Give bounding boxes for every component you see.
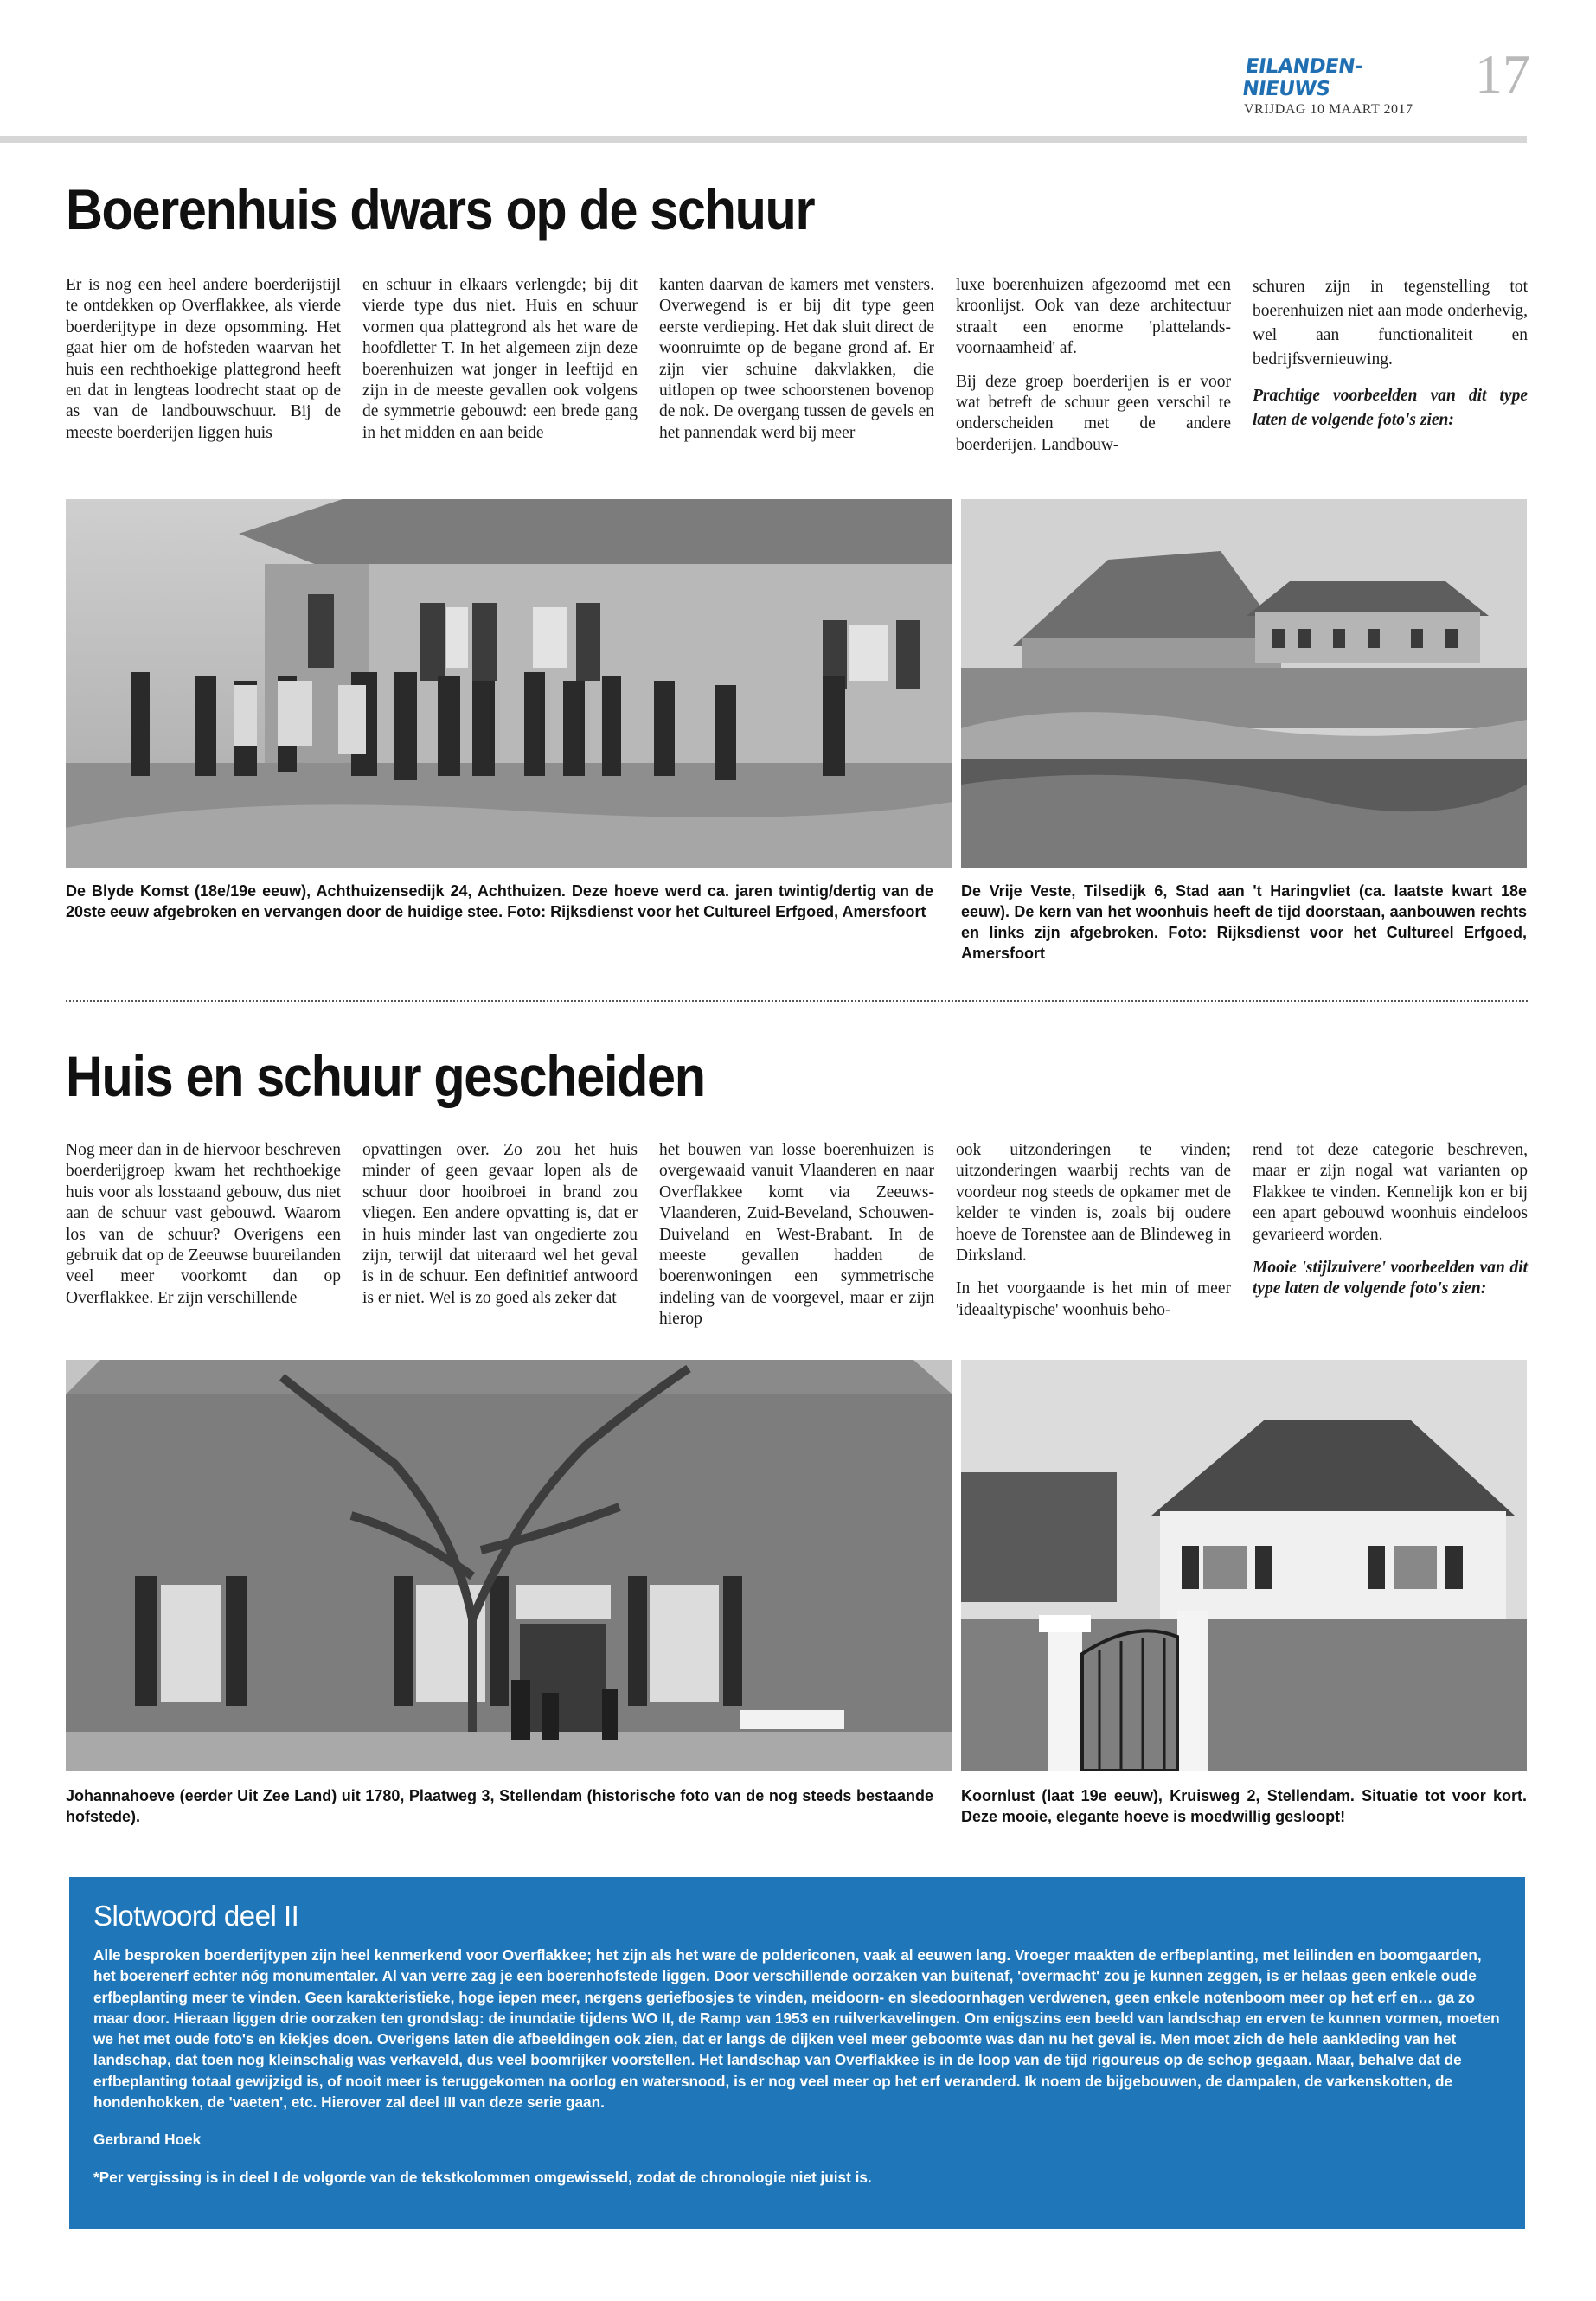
section1-headline: Boerenhuis dwars op de schuur <box>66 177 815 241</box>
paragraph: ook uitzonderingen te vinden; uitzonderingen waarbij rechts van de voordeur nog steeds de opkamer met de kelder te vinden is, zoals bij oudere hoeve de Torenstee aan de Blindeweg in Dirksland. <box>956 1141 1231 1266</box>
photo-blyde-komst <box>66 499 952 868</box>
paragraph: het bouwen van losse boerenhuizen is overgewaaid vanuit Vlaanderen en naar Overflakkee komt via Zeeuws-Vlaanderen, Zuid-Beveland, Schouwen-Duiveland en West-Brabant. In de meeste gevallen hadden de boerenwoningen een symmetrische indeling van de voorgevel, maar er zijn hierop <box>659 1141 934 1329</box>
paragraph: In het voorgaande is het min of meer 'ideaaltypische' woonhuis beho- <box>956 1279 1231 1319</box>
masthead <box>1240 55 1443 118</box>
historic-house-photo <box>66 1360 952 1771</box>
brand-logo: EILANDEN-NIEUWS <box>1240 55 1364 100</box>
farm-landscape-photo <box>961 499 1527 868</box>
paragraph: en schuur in elkaars verlengde; bij dit vierde type dus niet. Huis en schuur vormen qua plattegrond als het ware de hoofdletter T. In het algemeen zijn deze boerenhuizen wat jonger in leeftijd en zijn in de meeste gevallen ook volgens de symmetrie gebouwd: een brede gang in het midden en aan beide <box>362 276 638 442</box>
paragraph: luxe boerenhuizen afgezoomd met een kroonlijst. Ook van deze architectuur straalt een enorme 'plattelands-voornaamheid' af. <box>956 276 1231 358</box>
photo-lead: Mooie 'stijlzuivere' voorbeelden van dit type laten de volgende foto's zien: <box>1253 1259 1528 1298</box>
article-column <box>66 1140 341 1330</box>
page-number: 17 <box>1475 43 1530 105</box>
white-villa-photo <box>961 1360 1527 1771</box>
paragraph: schuren zijn in tegenstelling tot boerenhuizen niet aan mode onderhevig, wel aan functionaliteit en bedrijfsvernieuwing. <box>1253 278 1528 369</box>
author-name: Gerbrand Hoek <box>93 2131 202 2149</box>
article-column <box>66 275 341 456</box>
article-column <box>659 275 934 456</box>
footnote: *Per vergissing is in deel I de volgorde van de tekstkolommen omgewisseld, zodat de chronologie niet juist is. <box>93 2168 872 2186</box>
paragraph: rend tot deze categorie beschreven, maar er zijn nogal wat varianten op Flakkee te vinden. Kennelijk kon er bij een apart gebouwd woonhuis eindeloos gevarieerd worden. <box>1253 1141 1528 1244</box>
slotwoord-title: Slotwoord deel II <box>93 1900 299 1932</box>
paragraph: Nog meer dan in de hiervoor beschreven boerderijgroep kwam het rechthoekige huis voor als losstaand gebouw, dus niet aan de schuur vast gebouwd. Waarom los van de schuur? Overigens een gebruik dat op de Zeeuwse buureilanden veel meer voorkomt dan op Overflakkee. Er zijn verschillende <box>66 1141 341 1307</box>
article-column <box>362 1140 638 1330</box>
slotwoord-box <box>69 1877 1525 2229</box>
photo-caption: De Blyde Komst (18e/19e eeuw), Achthuizensedijk 24, Achthuizen. Deze hoeve werd ca. jaren twintig/dertig van de 20ste eeuw afgebroken en vervangen door de huidige stee. Foto: Rijksdienst voor het Cultureel Erfgoed, Amersfoort <box>66 882 933 920</box>
section-divider <box>66 1000 1528 1002</box>
section2-columns <box>66 1140 1528 1330</box>
section1-columns <box>66 275 1528 456</box>
photo-caption: Koornlust (laat 19e eeuw), Kruisweg 2, Stellendam. Situatie tot voor kort. Deze mooie, elegante hoeve is moedwillig gesloopt! <box>961 1787 1527 1825</box>
paragraph: kanten daarvan de kamers met vensters. Overwegend is er bij dit type geen eerste verdieping. Het dak sluit direct de woonruimte op de begane grond af. Er zijn vier schuine dakvlakken, die uitlopen op twee schoorstenen bovenop de nok. De overgang tussen de gevels en het pannendak werd bij meer <box>659 276 934 442</box>
farmhouse-group-photo <box>66 499 952 868</box>
issue-date: VRIJDAG 10 MAART 2017 <box>1244 102 1413 117</box>
photo-vrije-veste <box>961 499 1527 868</box>
article-column <box>362 275 638 456</box>
article-column <box>659 1140 934 1330</box>
article-column <box>956 275 1231 456</box>
photo-johannahoeve <box>66 1360 952 1771</box>
article-column <box>1253 1140 1528 1330</box>
photo-koornlust <box>961 1360 1527 1771</box>
article-column <box>956 1140 1231 1330</box>
section2-headline: Huis en schuur gescheiden <box>66 1044 705 1108</box>
photo-caption: De Vrije Veste, Tilsedijk 6, Stad aan 't Haringvliet (ca. laatste kwart 18e eeuw). De kern van het woonhuis heeft de tijd doorstaan, aanbouwen rechts en links zijn afgebroken. Foto: Rijksdienst voor het Cultureel Erfgoed, Amersfoort <box>961 882 1527 962</box>
slotwoord-body: Alle besproken boerderijtypen zijn heel kenmerkend voor Overflakkee; het zijn als het ware de poldericonen, vaak al eeuwen lang. Vroeger maakten de erfbeplanting, met leilinden en boomgaarden, het boerenerf echter nóg monumentaler. Al van verre zag je een boerenhofstede liggen. Door verschillende oorzaken van buitenaf, 'overmacht' zou je kunnen zeggen, is er helaas geen enkele oude erfbeplanting meer te vinden. Geen karakteristieke, hoge iepen meer, nergens geriefbosjes te vinden, meidoorn- en sleedoornhagen verdwenen, geen enkele notenboom meer op het erf en… ga zo maar door. Hieraan liggen drie oorzaken ten grondslag: de inundatie tijdens WO II, de Ramp van 1953 en ruilverkavelingen. Om enigszins een beeld van landschap en erven te kunnen vormen, moeten we het met oude foto's en kiekjes doen. Overigens laten die afbeeldingen ook zien, dat er langs de dijken veel meer geboomte was dan nu het geval is. Men moet zich de hele aankleding van het landschap, dat toen nog kleinschalig was verkaveld, dus veel boomrijker voorstellen. Het landschap van Overflakkee is in de loop van de tijd rigoureus op de schop gegaan. Maar, behalve dat de erfbeplanting totaal gewijzigd is, of nooit meer is teruggekomen na oorlog en watersnood, is er nog veel meer op het erf veranderd. Ik noem de bijgebouwen, de dampalen, de varkenskotten, de hondenhokken, de 'vaeten', etc. Hierover zal deel III van deze serie gaan. <box>93 1946 1500 2112</box>
paragraph: Bij deze groep boerderijen is er voor wat betreft de schuur geen verschil te onderscheiden met de andere boerderijen. Landbouw- <box>956 372 1231 454</box>
photo-lead: Prachtige voorbeelden van dit type laten de volgende foto's zien: <box>1253 387 1528 429</box>
header-rule <box>0 136 1527 143</box>
article-column <box>1253 275 1528 456</box>
paragraph: Er is nog een heel andere boerderijstijl te ontdekken op Overflakkee, als vierde boerderijtype in deze opsomming. Het gaat hier om de hofsteden waarvan het huis een rechthoekige plattegrond heeft en dat in lengteas loodrecht staat op de as van de landbouwschuur. Bij de meeste boerderijen liggen huis <box>66 276 341 442</box>
photo-caption: Johannahoeve (eerder Uit Zee Land) uit 1780, Plaatweg 3, Stellendam (historische foto van de nog steeds bestaande hofstede). <box>66 1787 933 1825</box>
paragraph: opvattingen over. Zo zou het huis minder of geen gevaar lopen als de schuur door hooibroei in brand zou vliegen. Een andere opvatting is, dat er in huis minder last van ongedierte zou zijn, terwijl dat uiteraard wel het geval is in de schuur. Een definitief antwoord is er niet. Wel is zo goed als zeker dat <box>362 1141 638 1307</box>
